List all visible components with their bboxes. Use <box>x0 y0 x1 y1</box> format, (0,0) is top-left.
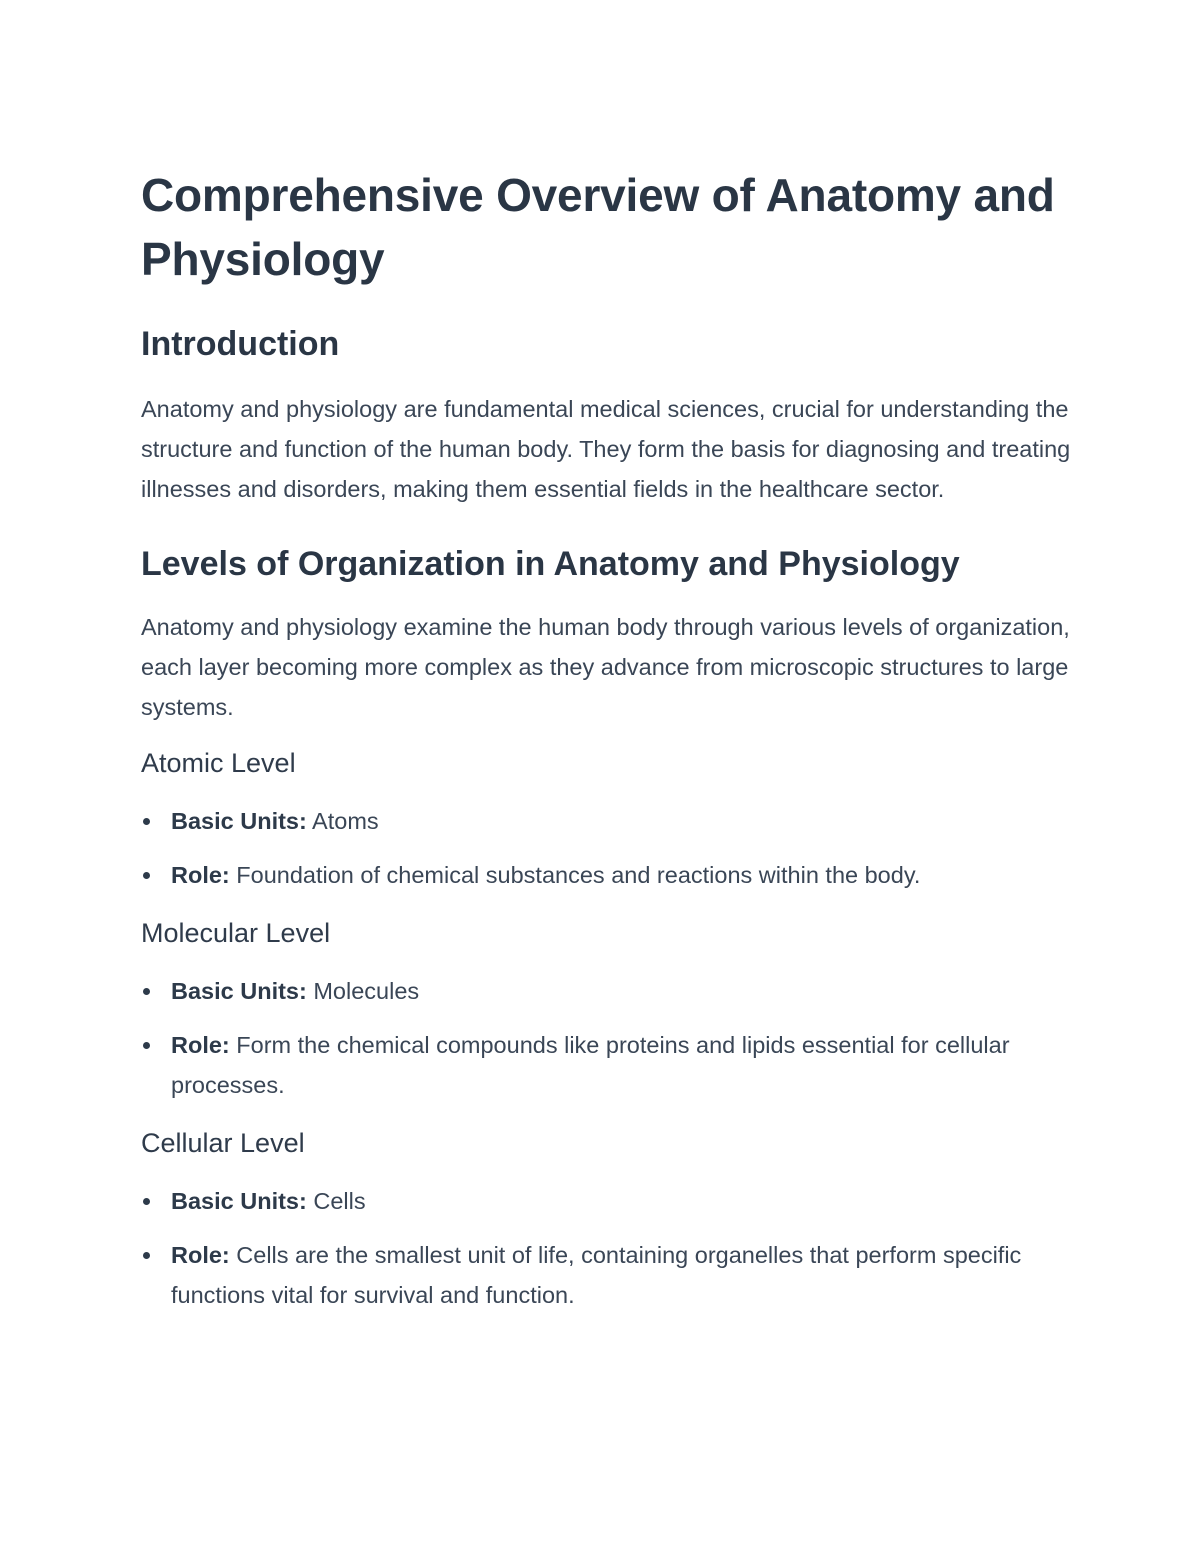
list-item-value: Cells are the smallest unit of life, containing organelles that perform specific functions vital for survival and function. <box>171 1242 1022 1308</box>
bullet-icon <box>143 872 150 879</box>
bullet-icon <box>143 988 150 995</box>
bullet-icon <box>143 1198 150 1205</box>
list-item-label: Basic Units: <box>171 978 307 1004</box>
list-item-value: Molecules <box>306 978 420 1004</box>
list-item-label: Role: <box>171 1032 230 1058</box>
document-title: Comprehensive Overview of Anatomy and Physiology <box>141 169 1055 285</box>
levels-paragraph: Anatomy and physiology examine the human body through various levels of organization, each layer becoming more complex as they advance from microscopic structures to large systems. <box>141 614 1070 720</box>
document-page <box>141 163 1071 1333</box>
section-heading-levels: Levels of Organization in Anatomy and Physiology <box>141 545 960 583</box>
list-item <box>141 971 1071 1011</box>
list-item <box>141 1235 1071 1315</box>
subheading-cellular-level: Cellular Level <box>141 1128 305 1158</box>
list-item <box>141 855 1071 895</box>
list-item-value: Atoms <box>306 808 379 834</box>
list-item-value: Form the chemical compounds like proteins and lipids essential for cellular processes. <box>171 1032 1010 1098</box>
introduction-paragraph: Anatomy and physiology are fundamental medical sciences, crucial for understanding the structure and function of the human body. They form the basis for diagnosing and treating illnesses and disorders, making them essential fields in the healthcare sector. <box>141 396 1071 502</box>
cellular-level-list <box>141 1181 1071 1315</box>
list-item-label: Basic Units: <box>171 808 307 834</box>
bullet-icon <box>143 1042 150 1049</box>
list-item <box>141 1181 1071 1221</box>
list-item-value: Foundation of chemical substances and reactions within the body. <box>229 862 921 888</box>
list-item-label: Basic Units: <box>171 1188 307 1214</box>
list-item <box>141 801 1071 841</box>
list-item-label: Role: <box>171 1242 230 1268</box>
molecular-level-list <box>141 971 1071 1105</box>
list-item <box>141 1025 1071 1105</box>
list-item-label: Role: <box>171 862 230 888</box>
subheading-atomic-level: Atomic Level <box>141 748 296 778</box>
bullet-icon <box>143 1252 150 1259</box>
atomic-level-list <box>141 801 1071 895</box>
section-heading-introduction: Introduction <box>141 325 340 363</box>
subheading-molecular-level: Molecular Level <box>141 918 331 948</box>
list-item-value: Cells <box>306 1188 366 1214</box>
bullet-icon <box>143 818 150 825</box>
